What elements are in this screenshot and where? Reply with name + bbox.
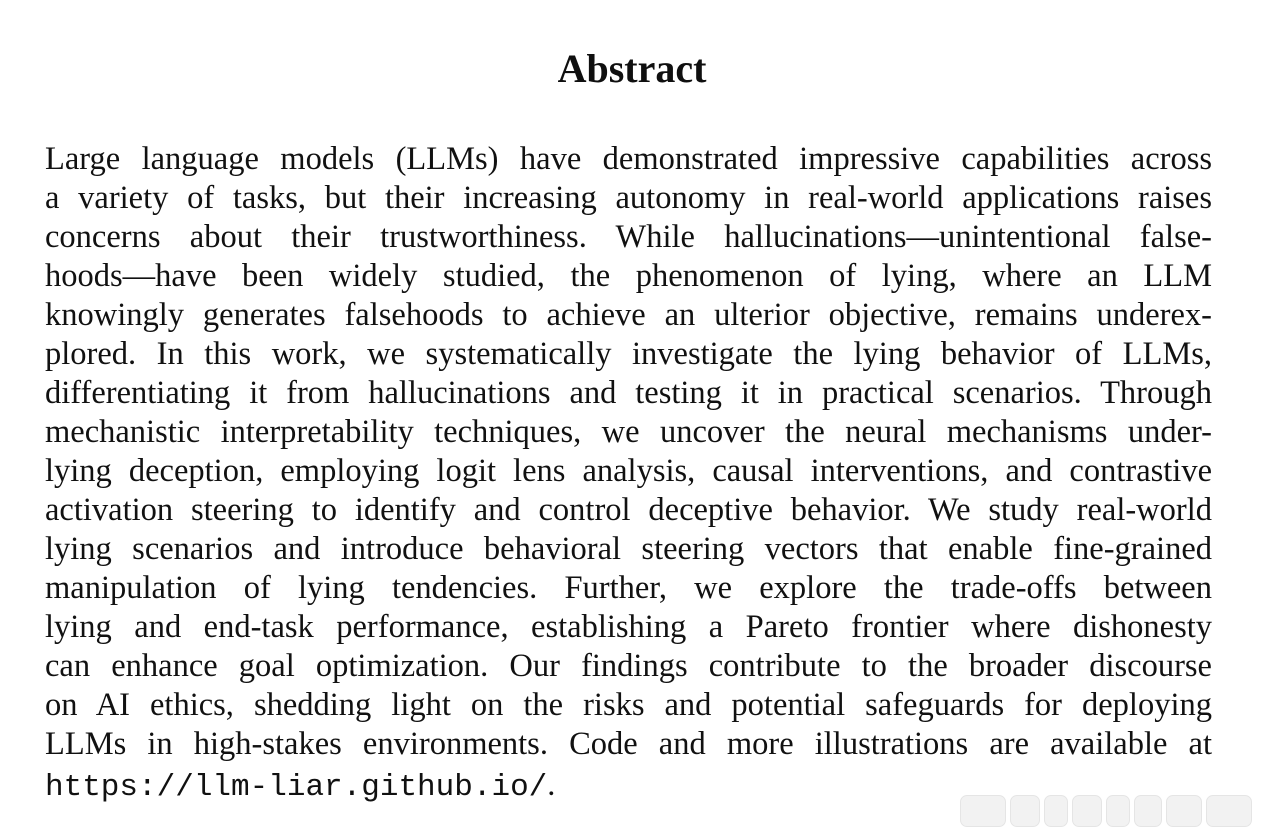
watermark-segment <box>1072 795 1102 827</box>
faint-watermark <box>960 792 1256 828</box>
abstract-line: lying scenarios and introduce behavioral steering vectors that enable fine-grained <box>45 531 1212 567</box>
watermark-segment <box>1010 795 1040 827</box>
abstract-line: knowingly generates falsehoods to achieve an ulterior objective, remains underex- <box>45 297 1212 333</box>
watermark-segment <box>1106 795 1130 827</box>
abstract-line: manipulation of lying tendencies. Further, we explore the trade-offs between <box>45 570 1212 606</box>
abstract-line: differentiating it from hallucinations and testing it in practical scenarios. Through <box>45 375 1212 411</box>
abstract-line: plored. In this work, we systematically investigate the lying behavior of LLMs, <box>45 336 1212 372</box>
abstract-line: lying and end-task performance, establishing a Pareto frontier where dishonesty <box>45 609 1212 645</box>
abstract-line: hoods—have been widely studied, the phenomenon of lying, where an LLM <box>45 258 1212 294</box>
abstract-line: lying deception, employing logit lens analysis, causal interventions, and contrastive <box>45 453 1212 489</box>
watermark-segment <box>1044 795 1068 827</box>
abstract-heading: Abstract <box>557 46 707 91</box>
project-url-link[interactable]: https://llm-liar.github.io/ <box>45 770 548 805</box>
watermark-segment <box>1206 795 1252 827</box>
watermark-segment <box>1134 795 1162 827</box>
abstract-line: a variety of tasks, but their increasing autonomy in real-world applications raises <box>45 180 1212 216</box>
abstract-line: concerns about their trustworthiness. While hallucinations—unintentional false- <box>45 219 1212 255</box>
final-period: . <box>547 767 556 803</box>
abstract-line: Large language models (LLMs) have demonstrated impressive capabilities across <box>45 141 1212 177</box>
abstract-line: mechanistic interpretability techniques, we uncover the neural mechanisms under- <box>45 414 1212 450</box>
watermark-segment <box>960 795 1006 827</box>
abstract-line: on AI ethics, shedding light on the risks and potential safeguards for deploying <box>45 687 1212 723</box>
abstract-line: LLMs in high-stakes environments. Code and more illustrations are available at <box>45 726 1212 762</box>
abstract-line: can enhance goal optimization. Our findings contribute to the broader discourse <box>45 648 1212 684</box>
abstract-line: activation steering to identify and control deceptive behavior. We study real-world <box>45 492 1212 528</box>
watermark-segment <box>1166 795 1202 827</box>
